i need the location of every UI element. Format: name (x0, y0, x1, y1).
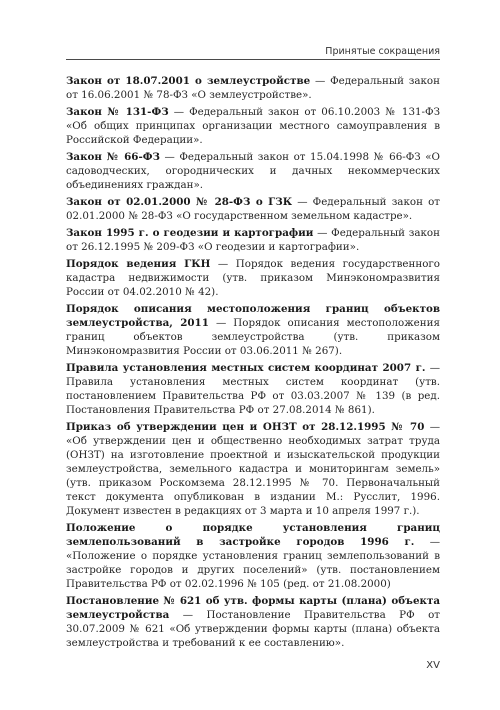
entry-definition: — Порядок описания местоположения границ объектов землеустройства (утв. приказом Минэкономразвития России от 03.06.2011 № 267). (66, 317, 440, 357)
entry-term: Порядок описания местоположения границ объектов землеустройства, 2011 (66, 303, 440, 329)
abbreviation-entry (66, 521, 440, 591)
entry-definition: — Постановление Правительства РФ от 30.07.2009 № 621 «Об утверждении формы карты (плана) объекта землеустройства и требований к ее составлению». (66, 609, 440, 649)
abbreviation-entry (66, 105, 440, 147)
entry-definition: — Порядок ведения государственного кадастра недвижимости (утв. приказом Минэкономразвития России от 04.02.2010 № 42). (66, 258, 441, 298)
entry-definition: — Правила установления местных систем координат (утв. постановлением Правительства РФ от 03.03.2007 № 139 (в ред. Постановления Правительства РФ от 27.08.2014 № 861). (66, 362, 440, 416)
running-head: Принятые сокращения (66, 46, 440, 60)
entry-definition: — Федеральный закон от 26.12.1995 № 209-ФЗ «О геодезии и картографии». (66, 227, 440, 253)
abbreviation-entry (66, 150, 440, 192)
abbreviation-entry (66, 361, 440, 417)
entry-term: Положение о порядке установления границ землепользований в застройке городов 1996 г. (66, 522, 440, 548)
entry-term: Закон 1995 г. о геодезии и картографии (66, 227, 314, 239)
entry-definition: — Федеральный закон от 16.06.2001 № 78-ФЗ «О землеустройстве». (66, 75, 440, 101)
abbreviation-entry (66, 420, 440, 518)
abbreviations-list (66, 74, 440, 653)
entry-term: Приказ об утверждении цен и ОНЗТ от 28.12.1995 № 70 (66, 421, 425, 433)
abbreviation-entry (66, 226, 440, 254)
entry-term: Порядок ведения ГКН (66, 258, 211, 270)
entry-definition: — «Об утверждении цен и общественно необходимых затрат труда (ОНЗТ) на изготовление проектной и изыскательской продукции землеустройства, земельного кадастра и мониторингам земель» (утв. приказом Роскомзема 28.12.1995 № 70. Первоначальный текст документа опубликован в издании М.: Русслит, 1996. Документ известен в редакциях от 3 марта и 10 апреля 1997 г.). (66, 421, 440, 517)
abbreviation-entry (66, 195, 440, 223)
abbreviation-entry (66, 257, 440, 299)
abbreviation-entry (66, 302, 440, 358)
entry-term: Правила установления местных систем координат 2007 г. (66, 362, 426, 374)
entry-term: Закон № 66-ФЗ (66, 151, 160, 163)
entry-term: Закон от 18.07.2001 о землеустройстве (66, 75, 311, 87)
page-number: XV (426, 660, 440, 671)
entry-definition: — Федеральный закон от 06.10.2003 № 131-ФЗ «Об общих принципах организации местного самоуправления в Российской Федерации». (66, 106, 440, 146)
abbreviation-entry (66, 594, 440, 650)
entry-term: Постановление № 621 об утв. формы карты (плана) объекта землеустройства (66, 595, 440, 621)
entry-definition: — «Положение о порядке установления границ землепользований в застройке городов и других поселений» (утв. постановлением Правительства РФ от 02.02.1996 № 105 (ред. от 21.08.2000) (66, 536, 440, 590)
entry-definition: — Федеральный закон от 15.04.1998 № 66-ФЗ «О садоводческих, огороднических и дачных некоммерческих объединениях граждан». (66, 151, 440, 191)
entry-term: Закон № 131-ФЗ (66, 106, 169, 118)
entry-term: Закон от 02.01.2000 № 28-ФЗ о ГЗК (66, 196, 293, 208)
abbreviation-entry (66, 74, 440, 102)
entry-definition: — Федеральный закон от 02.01.2000 № 28-ФЗ «О государственном земельном кадастре». (66, 196, 440, 222)
